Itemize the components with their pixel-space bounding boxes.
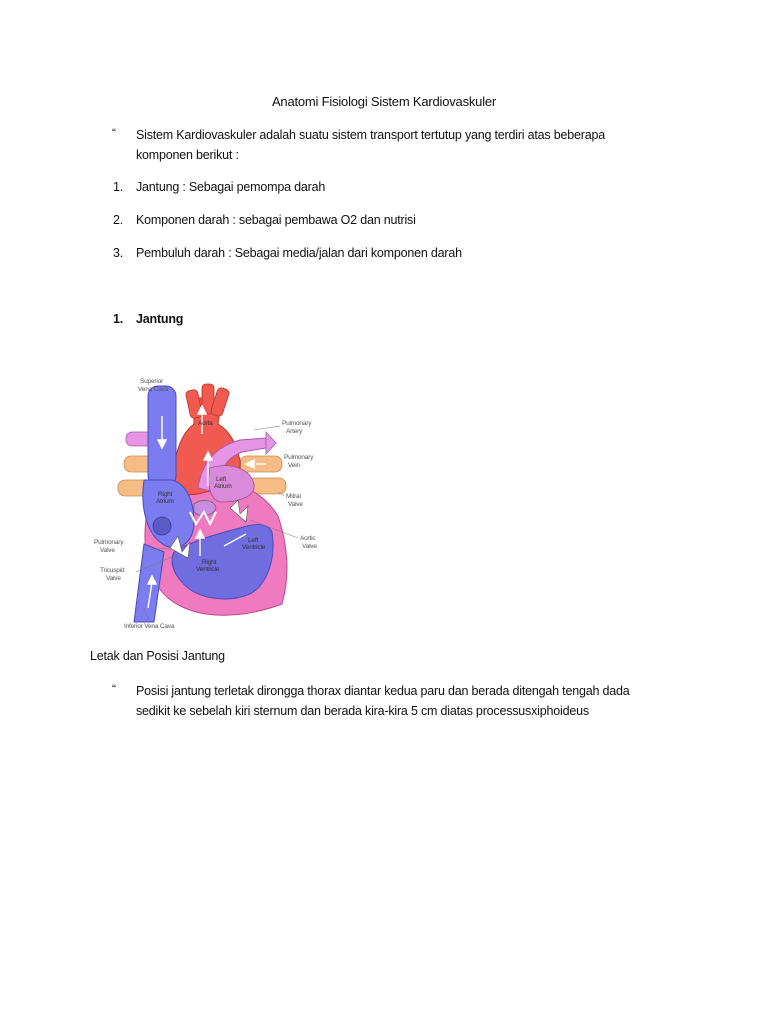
- label-inferior-vena-cava: Inferior Vena Cava: [124, 623, 175, 630]
- list-number: 3.: [113, 246, 124, 260]
- section-number: 1.: [113, 312, 124, 326]
- label-pulmonary-artery-2: Artery: [286, 428, 303, 435]
- list-item: Jantung : Sebagai pemompa darah: [136, 180, 326, 194]
- label-aorta: Aorta: [198, 420, 213, 427]
- label-pulmonary-vein-2: Vein: [288, 462, 300, 469]
- label-aortic-valve-2: Valve: [302, 543, 317, 550]
- intro-paragraph: [136, 125, 605, 165]
- list-item: Komponen darah : sebagai pembawa O2 dan nutrisi: [136, 213, 416, 227]
- label-right-ventricle-2: Ventricle: [196, 566, 220, 573]
- quote-bullet: “: [112, 682, 116, 696]
- label-left-ventricle-2: Ventricle: [242, 544, 266, 551]
- page-title: Anatomi Fisiologi Sistem Kardiovaskuler: [271, 94, 497, 109]
- intro-line-1: Sistem Kardiovaskuler adalah suatu sistem transport tertutup yang terdiri atas beberapa: [136, 128, 605, 142]
- label-right-atrium: Right: [158, 491, 173, 498]
- label-pulmonary-vein: Pulmonary: [284, 454, 314, 461]
- label-right-atrium-2: Atrium: [156, 498, 174, 505]
- heart-illustration: [90, 376, 326, 632]
- label-superior-vena-cava: Superior: [140, 378, 163, 385]
- label-left-ventricle: Left: [248, 537, 259, 544]
- label-right-ventricle: Right: [202, 559, 217, 566]
- subheading: Letak dan Posisi Jantung: [90, 649, 225, 663]
- label-tricuspid-valve-2: Valve: [106, 575, 121, 582]
- label-superior-vena-cava-2: Vena Cava: [138, 386, 169, 393]
- label-left-atrium: Left: [216, 476, 227, 483]
- position-line-2: sedikit ke sebelah kiri sternum dan berada kira-kira 5 cm diatas processusxiphoideus: [136, 704, 589, 718]
- label-tricuspid-valve: Tricuspid: [100, 567, 125, 574]
- heart-diagram: [90, 376, 326, 632]
- label-pulmonary-valve-2: Valve: [100, 547, 115, 554]
- label-pulmonary-valve: Pulmonary: [94, 539, 124, 546]
- list-number: 2.: [113, 213, 124, 227]
- label-aortic-valve: Aortic: [300, 535, 316, 542]
- intro-line-2: komponen berikut :: [136, 148, 239, 162]
- label-pulmonary-artery: Pulmonary: [282, 420, 312, 427]
- label-left-atrium-2: Atrium: [214, 483, 232, 490]
- quote-bullet: “: [112, 126, 116, 140]
- list-number: 1.: [113, 180, 124, 194]
- section-heading: Jantung: [136, 312, 184, 326]
- list-item: Pembuluh darah : Sebagai media/jalan dari komponen darah: [136, 246, 462, 260]
- position-paragraph: [136, 681, 630, 721]
- position-line-1: Posisi jantung terletak dirongga thorax diantar kedua paru dan berada ditengah tengah dada: [136, 684, 630, 698]
- label-mitral-valve: Mitral: [286, 493, 301, 500]
- label-mitral-valve-2: Valve: [288, 501, 303, 508]
